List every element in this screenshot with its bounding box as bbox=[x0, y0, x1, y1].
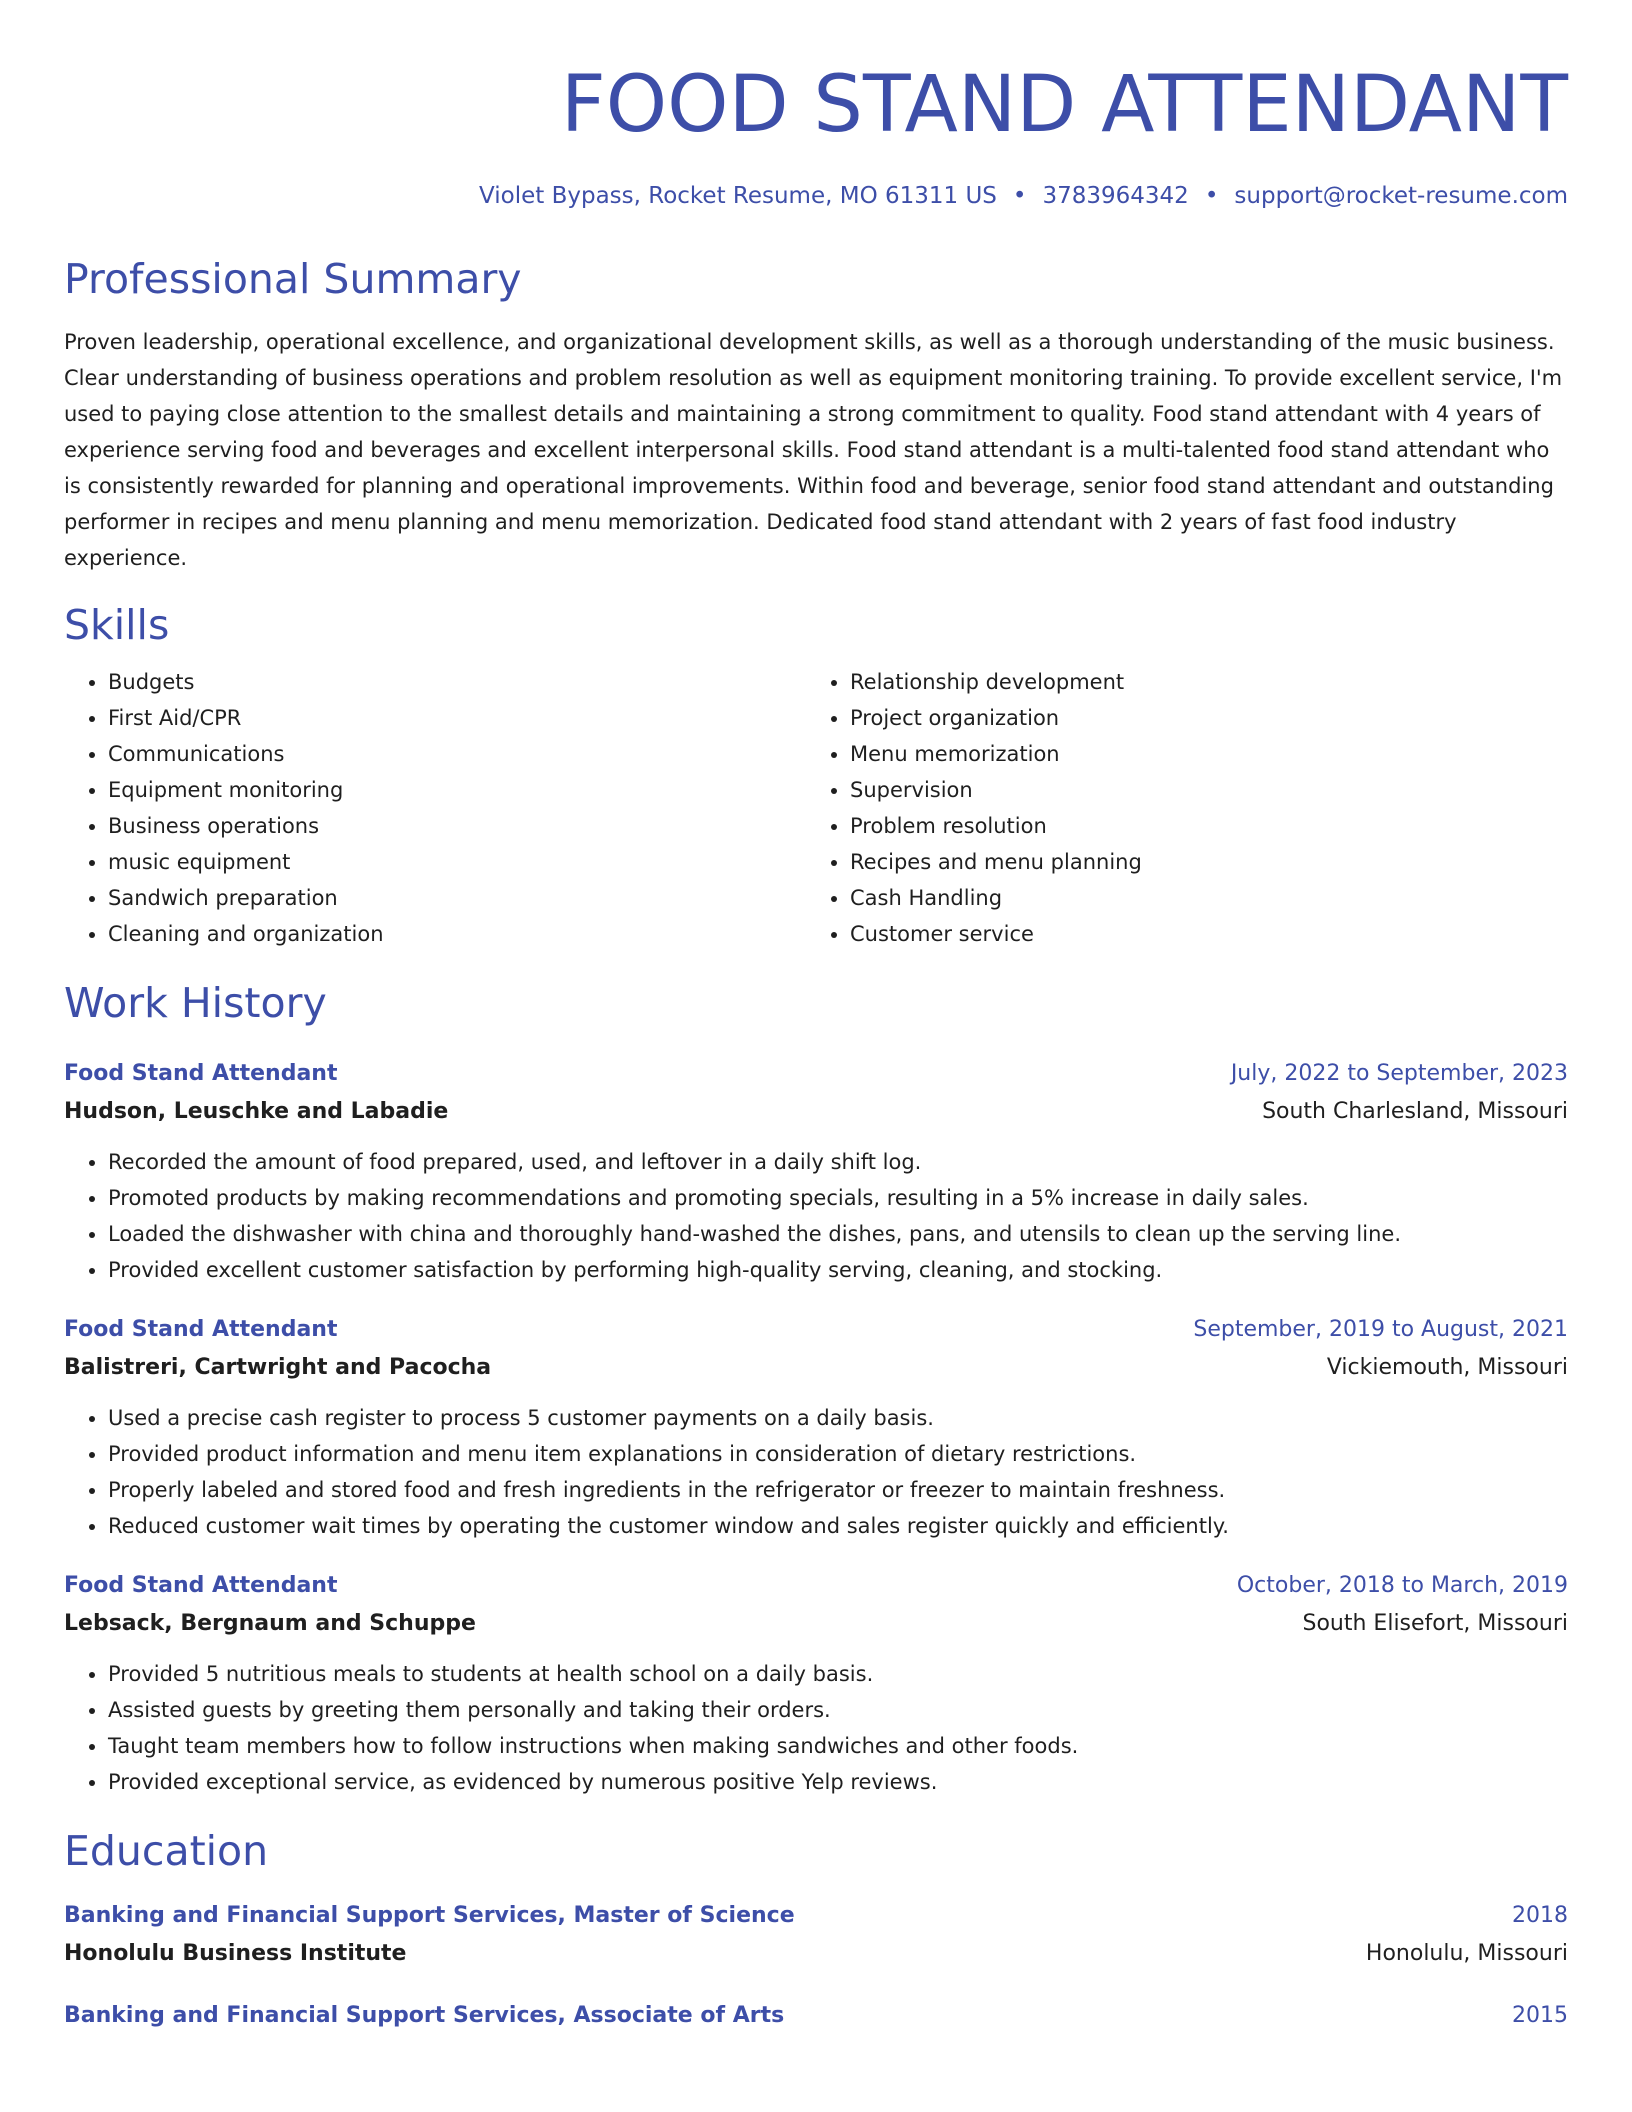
job-company: Lebsack, Bergnaum and Schuppe bbox=[64, 1611, 476, 1636]
job-title-row bbox=[64, 1312, 1568, 1348]
summary-heading: Professional Summary bbox=[64, 255, 522, 303]
job-bullets bbox=[64, 1656, 1568, 1800]
job-title-row bbox=[64, 1056, 1568, 1092]
job-entry bbox=[64, 1312, 1568, 1544]
education-year: 2018 bbox=[1512, 1903, 1568, 1928]
job-location: Vickiemouth, Missouri bbox=[1326, 1355, 1568, 1380]
education-entry bbox=[64, 1898, 1568, 1974]
skill-item: • Customer service bbox=[850, 916, 1548, 952]
skill-item: • Business operations bbox=[108, 808, 806, 844]
contact-line bbox=[64, 180, 1568, 212]
contact-phone: 3783964342 bbox=[1042, 183, 1189, 209]
job-bullet: • Reduced customer wait times by operating the customer window and sales register quickly and efficiently. bbox=[108, 1508, 1568, 1544]
job-company-row bbox=[64, 1348, 1568, 1388]
job-bullet: • Assisted guests by greeting them personally and taking their orders. bbox=[108, 1692, 1568, 1728]
skill-item: • Cleaning and organization bbox=[108, 916, 806, 952]
education-school: Honolulu Business Institute bbox=[64, 1941, 407, 1966]
skill-item: • Budgets bbox=[108, 664, 806, 700]
job-dates: July, 2022 to September, 2023 bbox=[1230, 1061, 1568, 1086]
skills-grid bbox=[64, 664, 1568, 952]
job-bullet: • Provided 5 nutritious meals to students at health school on a daily basis. bbox=[108, 1656, 1568, 1692]
skills-list-right bbox=[806, 664, 1548, 952]
contact-email: support@rocket-resume.com bbox=[1234, 183, 1568, 209]
skills-heading: Skills bbox=[64, 601, 170, 649]
skill-item: • Project organization bbox=[850, 700, 1548, 736]
skill-item: • Equipment monitoring bbox=[108, 772, 806, 808]
education-location: Honolulu, Missouri bbox=[1365, 1941, 1568, 1966]
job-bullet: • Promoted products by making recommendations and promoting specials, resulting in a 5% increase in daily sales. bbox=[108, 1180, 1568, 1216]
skill-item: • Recipes and menu planning bbox=[850, 844, 1548, 880]
education-school-row bbox=[64, 1934, 1568, 1974]
education-degree-row bbox=[64, 1998, 1568, 2034]
job-bullet: • Provided product information and menu item explanations in consideration of dietary restrictions. bbox=[108, 1436, 1568, 1472]
skill-item: • Cash Handling bbox=[850, 880, 1548, 916]
job-dates: October, 2018 to March, 2019 bbox=[1236, 1573, 1568, 1598]
contact-address: Violet Bypass, Rocket Resume, MO 61311 US bbox=[479, 183, 997, 209]
job-bullet: • Used a precise cash register to process 5 customer payments on a daily basis. bbox=[108, 1400, 1568, 1436]
job-company-row bbox=[64, 1604, 1568, 1644]
contact-separator: • bbox=[1204, 183, 1219, 209]
job-title: Food Stand Attendant bbox=[64, 1061, 338, 1086]
job-dates: September, 2019 to August, 2021 bbox=[1193, 1317, 1568, 1342]
job-location: South Charlesland, Missouri bbox=[1262, 1099, 1568, 1124]
education-year: 2015 bbox=[1512, 2003, 1568, 2028]
education-heading: Education bbox=[64, 1827, 269, 1875]
job-bullet: • Recorded the amount of food prepared, used, and leftover in a daily shift log. bbox=[108, 1144, 1568, 1180]
work-history-heading: Work History bbox=[64, 979, 327, 1027]
job-bullets bbox=[64, 1144, 1568, 1288]
job-company-row bbox=[64, 1092, 1568, 1132]
skill-item: • Supervision bbox=[850, 772, 1548, 808]
job-title: Food Stand Attendant bbox=[64, 1317, 338, 1342]
job-entry bbox=[64, 1568, 1568, 1800]
job-bullet: • Loaded the dishwasher with china and thoroughly hand-washed the dishes, pans, and utensils to clean up the serving line. bbox=[108, 1216, 1568, 1252]
summary-text: Proven leadership, operational excellence, and organizational development skills, as well as a thorough understanding of the music business. Clear understanding of business operations and problem resolution as well as equipment monitoring training. To provide excellent service, I'm used to paying close attention to the smallest details and maintaining a strong commitment to quality. Food stand attendant with 4 years of experience serving food and beverages and excellent interpersonal skills. Food stand attendant is a multi-talented food stand attendant who is consistently rewarded for planning and operational improvements. Within food and beverage, senior food stand attendant and outstanding performer in recipes and menu planning and menu memorization. Dedicated food stand attendant with 2 years of fast food industry experience. bbox=[64, 330, 1563, 570]
skill-item: • Problem resolution bbox=[850, 808, 1548, 844]
candidate-name: FOOD STAND ATTENDANT bbox=[560, 60, 1568, 150]
job-bullets bbox=[64, 1400, 1568, 1544]
skill-item: • Menu memorization bbox=[850, 736, 1548, 772]
job-bullet: • Properly labeled and stored food and fresh ingredients in the refrigerator or freezer to maintain freshness. bbox=[108, 1472, 1568, 1508]
skill-item: • Sandwich preparation bbox=[108, 880, 806, 916]
contact-separator: • bbox=[1012, 183, 1027, 209]
skill-item: • music equipment bbox=[108, 844, 806, 880]
job-title: Food Stand Attendant bbox=[64, 1573, 338, 1598]
job-company: Balistreri, Cartwright and Pacocha bbox=[64, 1355, 492, 1380]
resume-page bbox=[64, 0, 1568, 2034]
education-entry bbox=[64, 1998, 1568, 2034]
skill-item: • First Aid/CPR bbox=[108, 700, 806, 736]
job-company: Hudson, Leuschke and Labadie bbox=[64, 1099, 449, 1124]
job-title-row bbox=[64, 1568, 1568, 1604]
education-degree-row bbox=[64, 1898, 1568, 1934]
job-bullet: • Provided exceptional service, as evidenced by numerous positive Yelp reviews. bbox=[108, 1764, 1568, 1800]
education-degree: Banking and Financial Support Services, Master of Science bbox=[64, 1903, 795, 1928]
job-bullet: • Taught team members how to follow instructions when making sandwiches and other foods. bbox=[108, 1728, 1568, 1764]
skill-item: • Relationship development bbox=[850, 664, 1548, 700]
skill-item: • Communications bbox=[108, 736, 806, 772]
job-bullet: • Provided excellent customer satisfaction by performing high-quality serving, cleaning, and stocking. bbox=[108, 1252, 1568, 1288]
job-entry bbox=[64, 1056, 1568, 1288]
skills-list-left bbox=[64, 664, 806, 952]
education-degree: Banking and Financial Support Services, Associate of Arts bbox=[64, 2003, 785, 2028]
job-location: South Elisefort, Missouri bbox=[1302, 1611, 1568, 1636]
